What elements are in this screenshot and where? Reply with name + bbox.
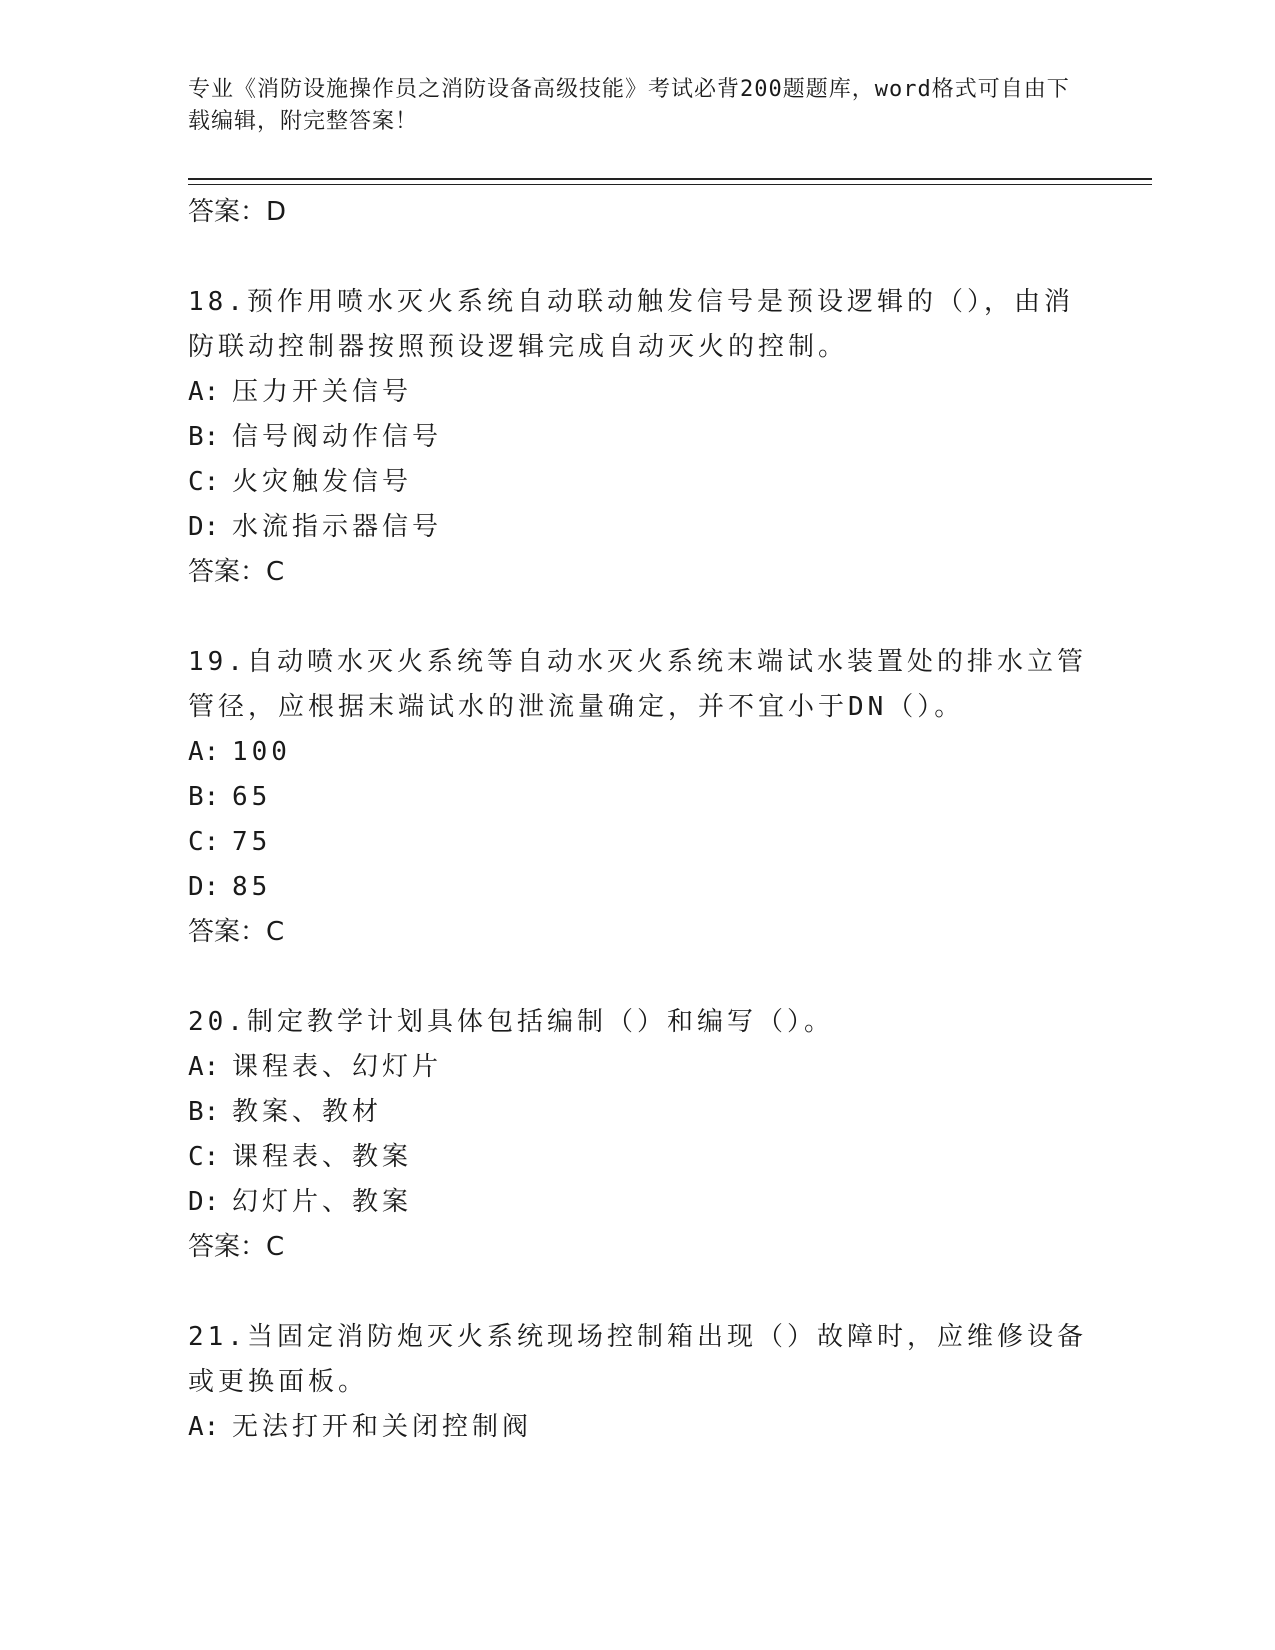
option-c (188, 820, 1088, 865)
option-text: 课程表、教案 (232, 1142, 413, 1172)
option-text: 火灾触发信号 (232, 467, 413, 497)
option-text: 75 (232, 827, 272, 857)
option-text: 无法打开和关闭控制阀 (232, 1412, 533, 1442)
header-divider-thick (188, 178, 1152, 180)
option-c (188, 460, 1088, 505)
question-19 (188, 640, 1088, 954)
option-letter: B: (188, 782, 220, 812)
option-text: 幻灯片、教案 (232, 1187, 413, 1217)
header-divider-thin (188, 184, 1152, 185)
answer-line: 答案：C (188, 557, 285, 587)
question-stem: 19.自动喷水灭火系统等自动水灭火系统末端试水装置处的排水立管管径，应根据末端试水的泄流量确定，并不宜小于DN（）。 (188, 647, 1087, 722)
option-d (188, 865, 1088, 910)
question-list (188, 190, 1088, 1450)
header-text: 专业《消防设施操作员之消防设备高级技能》考试必背200题题库，word格式可自由下载编辑，附完整答案！ (188, 77, 1070, 134)
option-text: 压力开关信号 (232, 377, 413, 407)
option-d (188, 505, 1088, 550)
option-letter: D: (188, 872, 220, 902)
option-a (188, 370, 1088, 415)
option-a (188, 1405, 1088, 1450)
option-text: 100 (232, 737, 291, 767)
option-a (188, 730, 1088, 775)
option-letter: A: (188, 377, 220, 407)
option-b (188, 415, 1088, 460)
question-stem: 18.预作用喷水灭火系统自动联动触发信号是预设逻辑的（），由消防联动控制器按照预设逻辑完成自动灭火的控制。 (188, 287, 1074, 362)
page-header (188, 74, 1088, 138)
question-stem: 20.制定教学计划具体包括编制（）和编写（）。 (188, 1007, 834, 1037)
option-letter: B: (188, 1097, 220, 1127)
previous-answer: 答案：D (188, 197, 287, 227)
option-letter: A: (188, 1412, 220, 1442)
option-letter: B: (188, 422, 220, 452)
option-text: 教案、教材 (232, 1097, 383, 1127)
question-21 (188, 1315, 1088, 1450)
option-text: 65 (232, 782, 272, 812)
answer-line: 答案：C (188, 917, 285, 947)
option-letter: C: (188, 467, 220, 497)
option-c (188, 1135, 1088, 1180)
option-letter: C: (188, 1142, 220, 1172)
option-letter: D: (188, 1187, 220, 1217)
option-text: 水流指示器信号 (232, 512, 443, 542)
option-text: 课程表、幻灯片 (232, 1052, 443, 1082)
option-letter: D: (188, 512, 220, 542)
option-d (188, 1180, 1088, 1225)
question-stem: 21.当固定消防炮灭火系统现场控制箱出现（）故障时，应维修设备或更换面板。 (188, 1322, 1087, 1397)
option-letter: A: (188, 1052, 220, 1082)
option-b (188, 1090, 1088, 1135)
option-b (188, 775, 1088, 820)
option-text: 85 (232, 872, 272, 902)
option-letter: C: (188, 827, 220, 857)
option-a (188, 1045, 1088, 1090)
question-20 (188, 1000, 1088, 1269)
question-18 (188, 280, 1088, 594)
option-text: 信号阀动作信号 (232, 422, 443, 452)
answer-line: 答案：C (188, 1232, 285, 1262)
option-letter: A: (188, 737, 220, 767)
